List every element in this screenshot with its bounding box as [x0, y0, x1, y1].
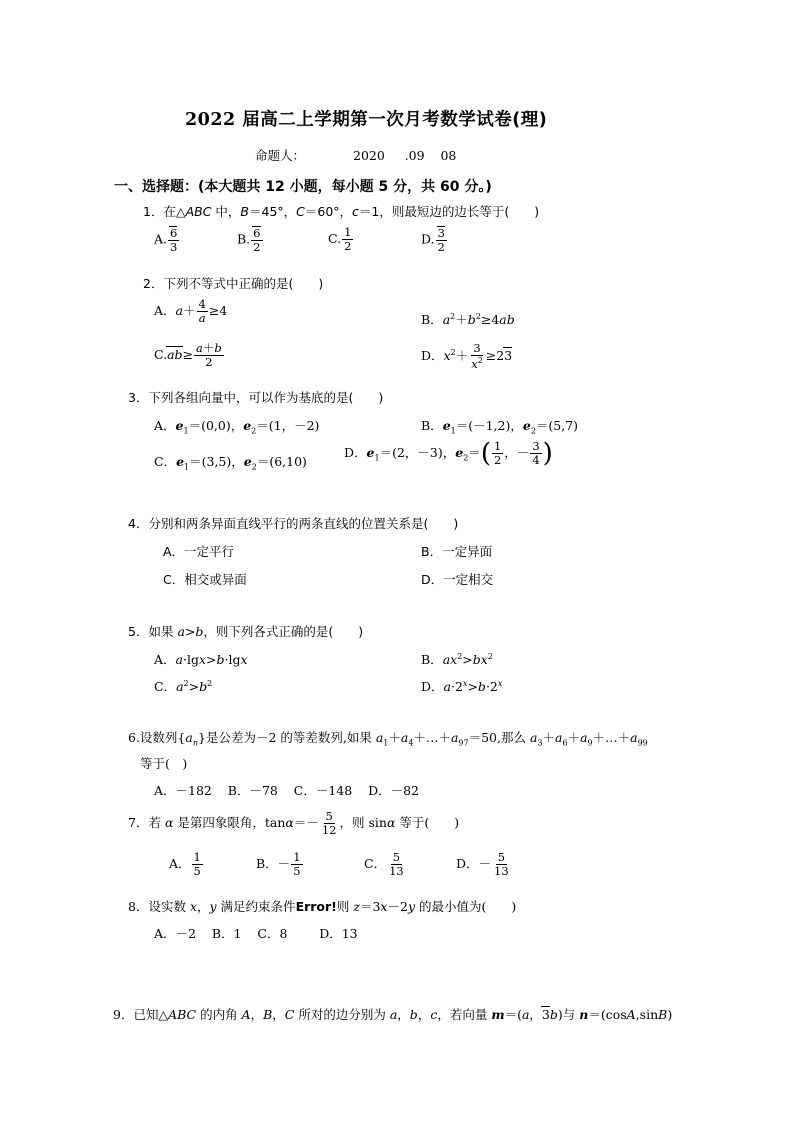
question-1-option-b: B. $\frac{6}{2}$ [237, 226, 261, 255]
question-1-option-c: C. $\frac{1}{2}$ [328, 225, 352, 254]
question-6-options: A．－182 B．－78 C．－148 D．－82 [154, 783, 420, 798]
question-7-stem: 7．若 α 是第四象限角，tanα＝－ $\frac{5}{12}$ ，则 sinα 等于( ) [128, 809, 460, 838]
question-3-option-b: B．$e_1=(-1,2)$，$e_2=(5,7)$ [421, 418, 579, 436]
question-3-option-d: D．$e_1=(2$，－3)，$e_2=$( $\frac{1}{2}$ ，－ $\frac{3}{4}$ ) [344, 438, 553, 469]
question-2-stem: 2．下列不等式中正确的是( ) [143, 276, 324, 291]
question-5-option-b: B．$ax^2>bx^2$ [421, 651, 493, 667]
question-7-option-b: B．－ $\frac{1}{5}$ [256, 850, 301, 879]
question-4-option-d: D．一定相交 [421, 572, 494, 587]
question-3-stem: 3．下列各组向量中，可以作为基底的是( ) [128, 390, 384, 405]
question-1-option-a: A. $\frac{6}{3}$ [154, 226, 178, 255]
exam-date: 2020 .09 08 [353, 148, 457, 163]
question-5-stem: 5．如果 a>b，则下列各式正确的是( ) [128, 624, 364, 639]
question-8-options: A．－2 B．1 C．8 D．13 [154, 926, 358, 941]
section-heading: 一、选择题：(本大题共 12 小题，每小题 5 分，共 60 分。) [114, 179, 492, 195]
question-4-option-b: B．一定异面 [421, 544, 493, 559]
question-7-option-c: C． $\frac{5}{13}$ [364, 850, 404, 879]
question-7-option-d: D．－ $\frac{5}{13}$ [456, 850, 509, 879]
question-9-stem: 9．已知△ABC 的内角 A，B，C 所对的边分别为 a，b，c，若向量 m＝(a，3b)与 n＝(cosA,sinB) [113, 1007, 673, 1022]
question-4-option-a: A．一定平行 [163, 544, 235, 559]
question-5-option-a: A．a·lgx>b·lgx [154, 652, 248, 667]
author-line [255, 146, 456, 164]
question-4-option-c: C．相交或异面 [163, 572, 247, 587]
question-4-stem: 4．分别和两条异面直线平行的两条直线的位置关系是( ) [128, 516, 459, 531]
question-2-option-a: A．a＋ $\frac{4}{a}$ ≥4 [154, 297, 228, 326]
question-7-option-a: A． $\frac{1}{5}$ [169, 850, 201, 879]
question-2-option-d: D．$x^2+$ $\frac{3}{x^2}$ ≥23 [421, 341, 513, 372]
question-6-stem-cont: 等于( ) [140, 756, 188, 771]
question-2-option-b: B．$a^2+b^2\ge 4ab$ [421, 311, 515, 327]
question-6-stem: 6.设数列$\{a_n\}$是公差为－2 的等差数列,如果 $a_1+a_4+\dots+a_{97}=50$,那么 $a_3+a_6+a_9+\dots+a_{99}$ [128, 730, 648, 748]
question-1-stem: 1．在△ABC 中，B＝45°，C＝60°，c＝1，则最短边的边长等于( ) [143, 204, 540, 219]
question-2-option-c: C.ab≥ $\frac{a+b}{2}$ [154, 341, 222, 370]
question-1-option-d: D. $\frac{3}{2}$ [421, 226, 445, 255]
question-3-option-c: C．$e_1=(3,5)$，$e_2=(6,10)$ [154, 454, 307, 472]
question-3-option-a: A．$e_1=(0,0)$，$e_2=(1$，－2) [154, 418, 320, 436]
question-5-option-d: D．$a\cdot 2^x>b\cdot 2^x$ [421, 678, 503, 694]
question-5-option-c: C．$a^2>b^2$ [154, 678, 213, 694]
page-title: 2022 届高二上学期第一次月考数学试卷(理) [185, 110, 548, 130]
question-8-stem: 8．设实数 x，y 满足约束条件Error!则 z＝3x－2y 的最小值为( ) [128, 899, 517, 914]
author-label: 命题人： [255, 148, 306, 163]
